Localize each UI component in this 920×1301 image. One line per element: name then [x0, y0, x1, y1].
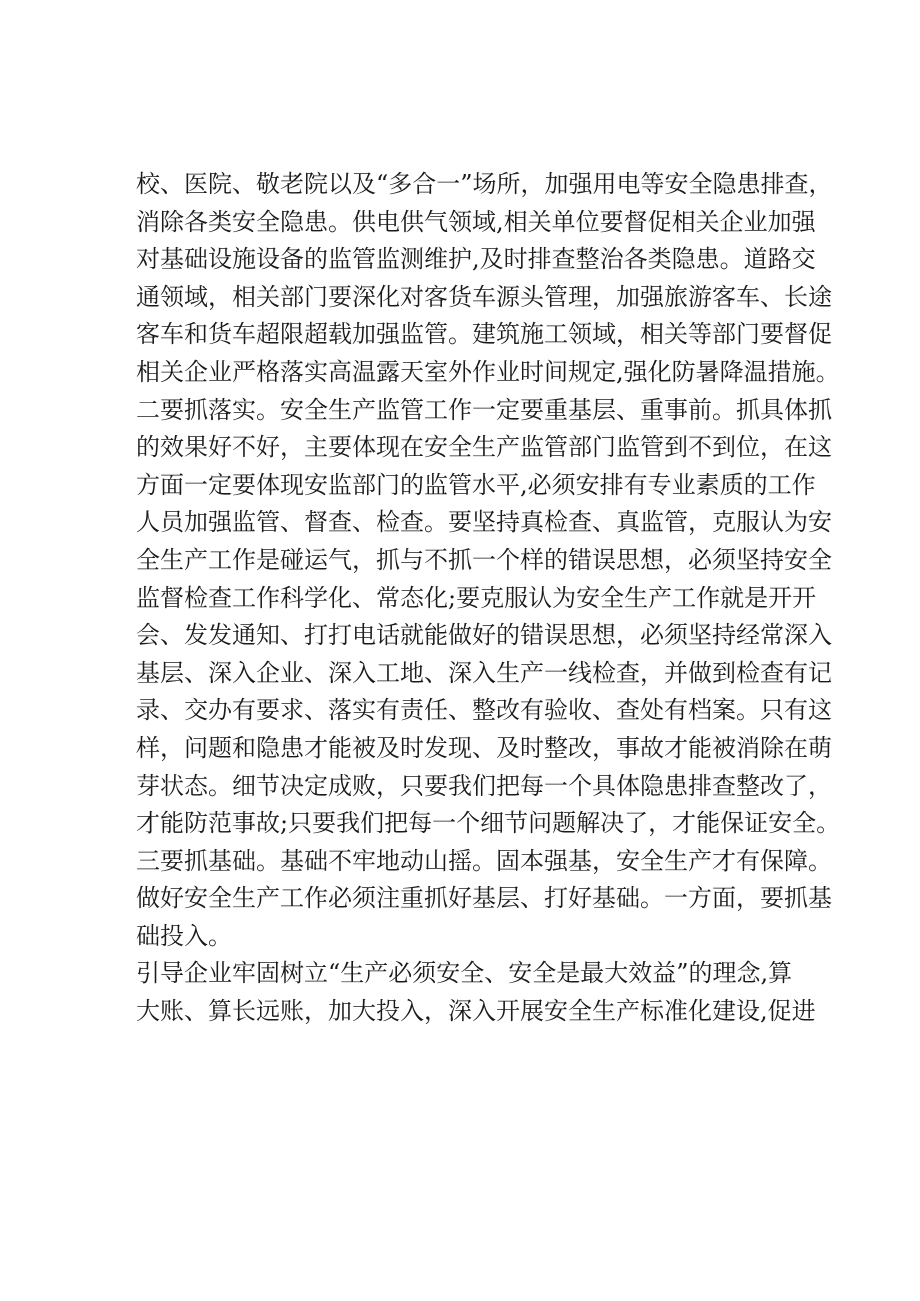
- text-line: 相关企业严格落实高温露天室外作业时间规定,强化防暑降温措施。: [136, 357, 840, 386]
- text-line: 监督检查工作科学化、常态化;要克服认为安全生产工作就是开开: [136, 583, 817, 612]
- text-line: 二要抓落实。安全生产监管工作一定要重基层、重事前。抓具体抓: [136, 395, 832, 424]
- text-line: 芽状态。细节决定成败，只要我们把每一个具体隐患排查整改了，: [136, 771, 832, 800]
- body-text: [136, 166, 841, 1031]
- text-line: 样，问题和隐患才能被及时发现、及时整改，事故才能被消除在萌: [136, 733, 832, 762]
- text-line: 消除各类安全隐患。供电供气领域,相关单位要督促相关企业加强: [136, 207, 816, 236]
- text-line: 做好安全生产工作必须注重抓好基层、打好基础。一方面，要抓基: [136, 884, 832, 913]
- text-line: 通领域，相关部门要深化对客货车源头管理，加强旅游客车、长途: [136, 282, 832, 311]
- text-line: 才能防范事故;只要我们把每一个细节问题解决了，才能保证安全。: [136, 809, 841, 838]
- text-line: 录、交办有要求、落实有责任、整改有验收、查处有档案。只有这: [136, 696, 832, 725]
- text-line: 引导企业牢固树立“生产必须安全、安全是最大效益”的理念,算: [136, 959, 793, 988]
- text-line: 基层、深入企业、深入工地、深入生产一线检查，并做到检查有记: [136, 658, 832, 687]
- text-line: 三要抓基础。基础不牢地动山摇。固本强基，安全生产才有保障。: [136, 846, 832, 875]
- text-line: 校、医院、敬老院以及“多合一”场所，加强用电等安全隐患排查，: [136, 170, 833, 198]
- text-line: 会、发发通知、打打电话就能做好的错误思想，必须坚持经常深入: [136, 621, 832, 650]
- text-line: 人员加强监管、督查、检查。要坚持真检查、真监管，克服认为安: [136, 508, 832, 537]
- text-line: 客车和货车超限超载加强监管。建筑施工领域，相关等部门要督促: [136, 320, 832, 349]
- text-line: 全生产工作是碰运气，抓与不抓一个样的错误思想，必须坚持安全: [136, 545, 832, 574]
- text-line: 对基础设施设备的监管监测维护,及时排查整治各类隐患。道路交: [136, 245, 816, 274]
- text-line: 大账、算长远账，加大投入，深入开展安全生产标准化建设,促进: [136, 997, 816, 1026]
- text-line: 方面一定要体现安监部门的监管水平,必须安排有专业素质的工作: [136, 470, 816, 499]
- text-line: 础投入。: [136, 921, 232, 950]
- text-line: 的效果好不好，主要体现在安全生产监管部门监管到不到位，在这: [136, 433, 832, 462]
